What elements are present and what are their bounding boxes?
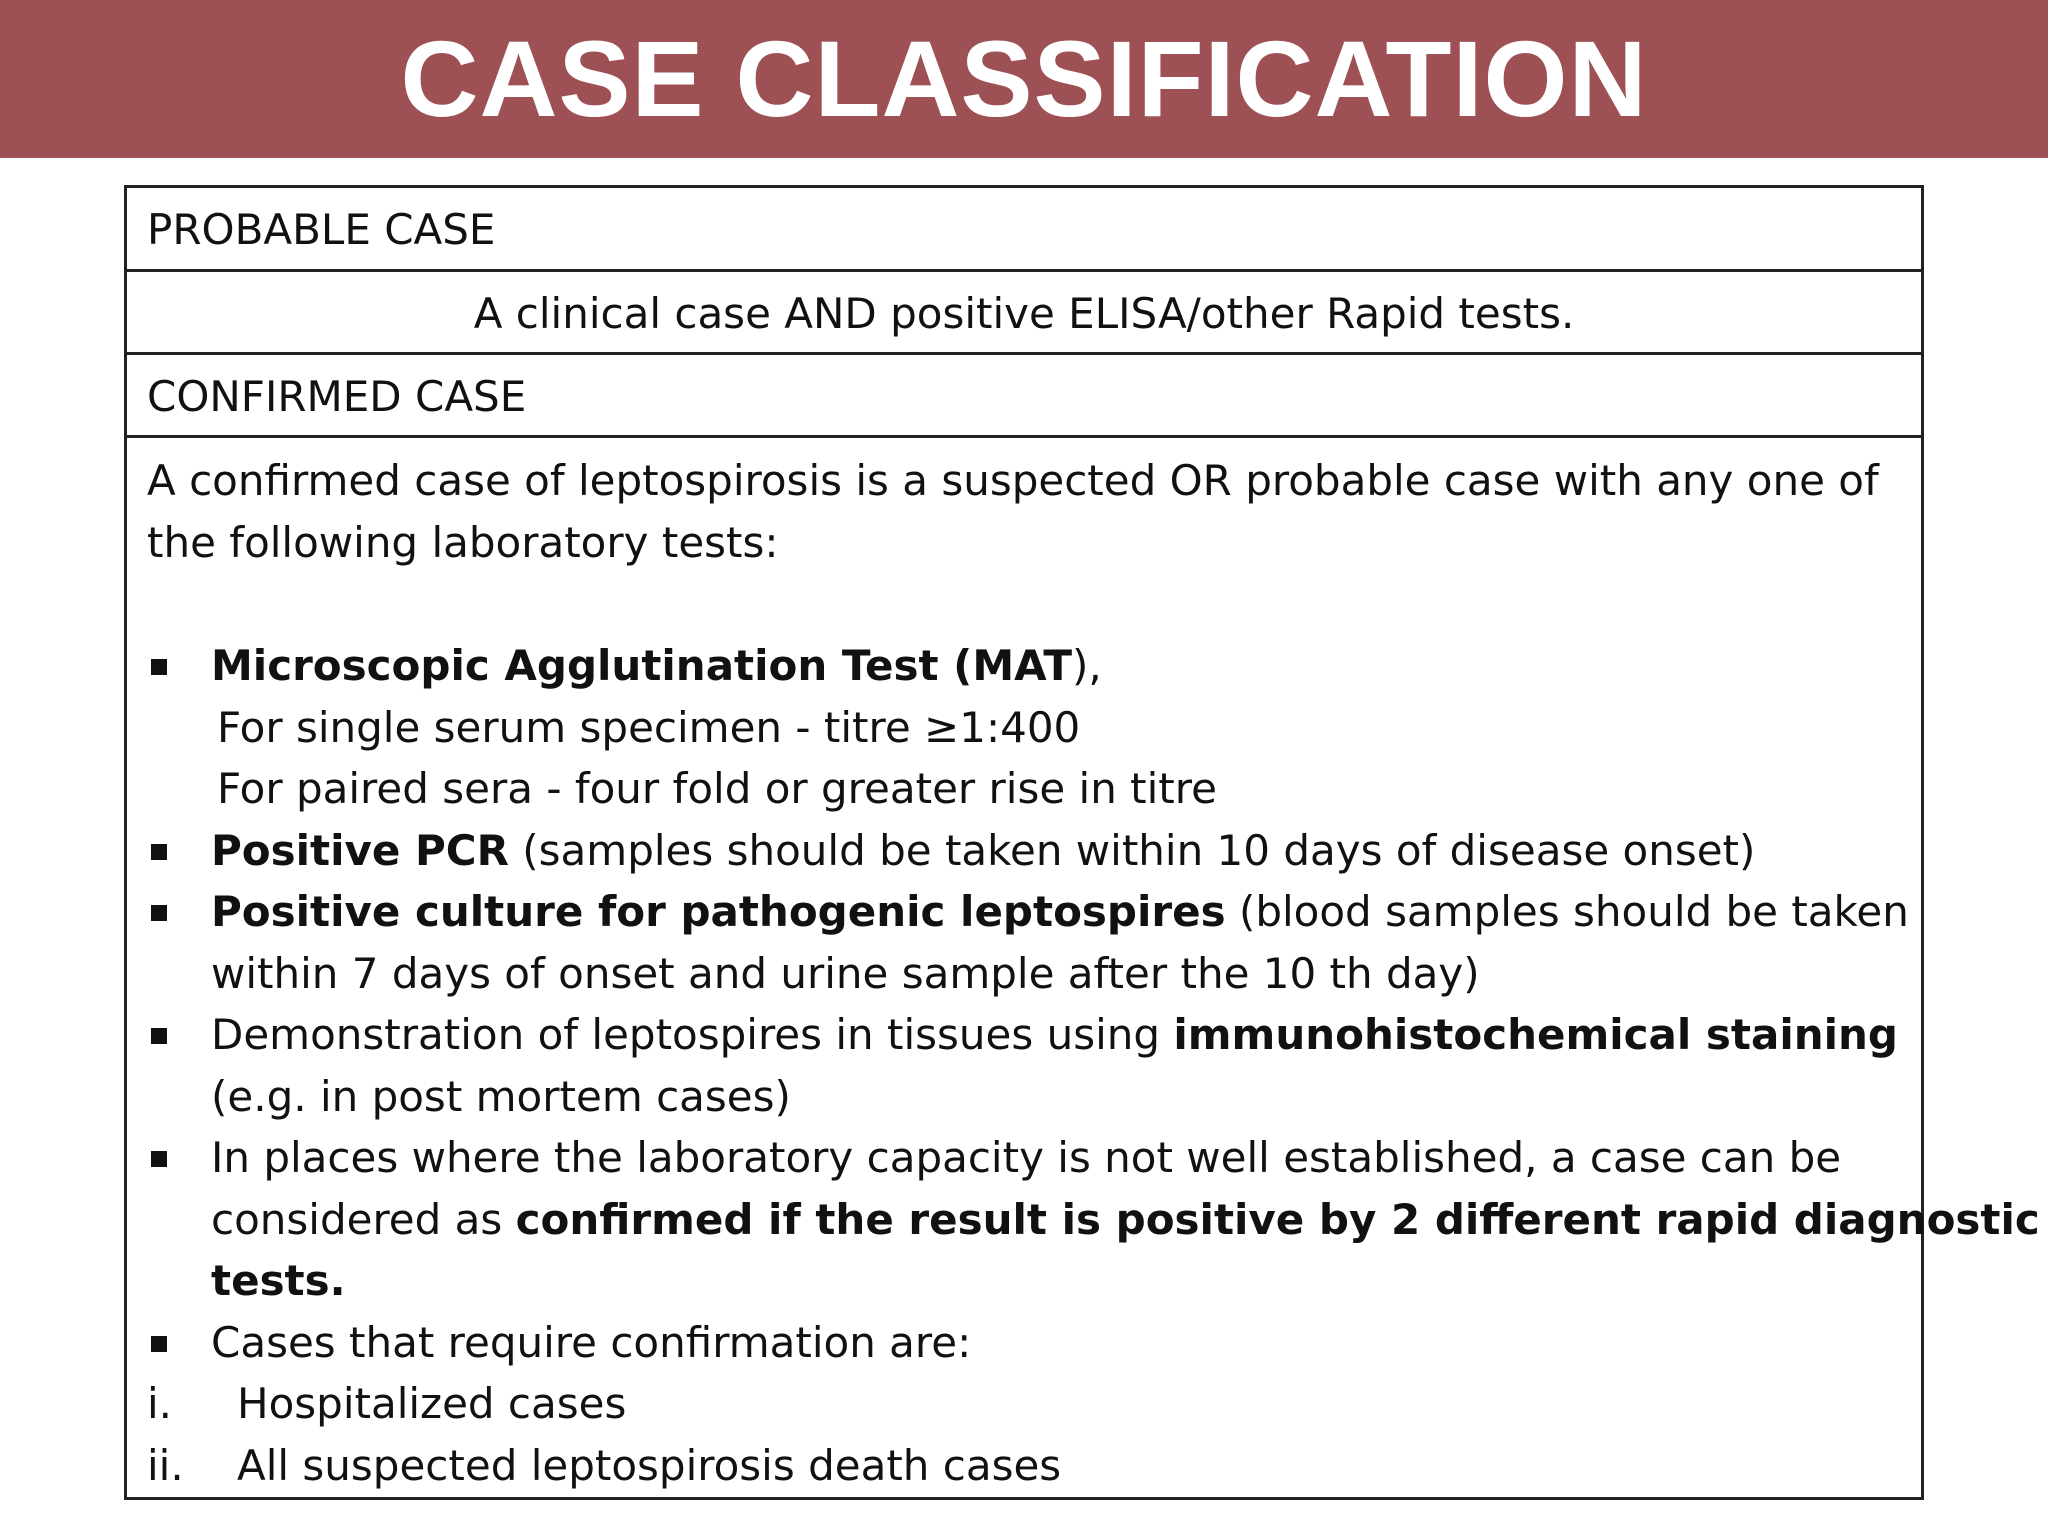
culture-rest-text: (blood samples should be taken xyxy=(1225,887,1909,936)
roman-numeral: ii. xyxy=(147,1440,184,1490)
mat-sub-paired-sera: For paired sera - four fold or greater rise in titre xyxy=(217,764,1217,813)
list-item-pcr xyxy=(147,820,1901,882)
rdt-bold-3: tests. xyxy=(211,1256,346,1305)
list-item-culture-cont xyxy=(147,943,1901,1005)
list-item-culture xyxy=(147,881,1909,943)
probable-case-header: PROBABLE CASE xyxy=(147,205,496,254)
roman-numeral: i. xyxy=(147,1379,173,1428)
rdt-bold-2: confirmed if the result is positive by 2 different rapid diagnostic xyxy=(515,1194,2040,1244)
confirmed-case-header: CONFIRMED CASE xyxy=(147,372,527,421)
confirmed-case-content xyxy=(147,450,2040,1496)
probable-case-header-row xyxy=(127,188,1921,272)
roman-item-death-cases xyxy=(147,1435,1901,1497)
square-bullet-icon xyxy=(151,1028,167,1044)
square-bullet-icon xyxy=(151,659,167,675)
classification-table xyxy=(124,185,2040,1500)
roman-text: Hospitalized cases xyxy=(237,1379,627,1428)
culture-bold-text: Positive culture for pathogenic leptospires xyxy=(211,887,1226,936)
list-item-rdt-cont-2 xyxy=(147,1250,1901,1312)
list-item-rdt-cont-1 xyxy=(147,1189,2040,1251)
pcr-bold-text: Positive PCR xyxy=(211,825,509,875)
square-bullet-icon xyxy=(151,905,167,921)
ihc-pre-text: Demonstration of leptospires in tissues using xyxy=(211,1010,1174,1059)
ihc-line-2: (e.g. in post mortem cases) xyxy=(211,1071,791,1121)
ihc-bold-text: immunohistochemical staining xyxy=(1173,1010,1898,1059)
list-item-mat xyxy=(147,635,1901,697)
list-item-rdt xyxy=(147,1127,1901,1189)
roman-item-hospitalized xyxy=(147,1373,1901,1435)
mat-sub-single-serum: For single serum specimen - titre ≥1:400 xyxy=(217,702,1081,752)
square-bullet-icon xyxy=(151,1336,167,1352)
confirmed-case-header-row xyxy=(127,355,1921,438)
list-item-ihc xyxy=(147,1004,1901,1066)
mat-bold-text: Microscopic Agglutination Test (MAT xyxy=(211,641,1073,690)
require-text: Cases that require confirmation are: xyxy=(211,1317,972,1367)
confirmed-case-body-row xyxy=(127,438,2040,1497)
culture-line-2: within 7 days of onset and urine sample after the 10 th day) xyxy=(211,948,1480,998)
confirmed-intro-line-2: the following laboratory tests: xyxy=(147,517,779,567)
probable-case-definition: A clinical case AND positive ELISA/other Rapid tests. xyxy=(473,289,1575,338)
list-item-ihc-cont xyxy=(147,1066,1901,1128)
roman-text: All suspected leptospirosis death cases xyxy=(237,1440,1062,1490)
lab-tests-list xyxy=(147,635,2040,1496)
rdt-pre-2: considered as xyxy=(211,1194,516,1244)
pcr-rest-text: (samples should be taken within 10 days of disease onset) xyxy=(508,825,1756,875)
list-item-require xyxy=(147,1312,1901,1374)
page-title: CASE CLASSIFICATION xyxy=(400,18,1648,139)
square-bullet-icon xyxy=(151,1151,167,1167)
square-bullet-icon xyxy=(151,844,167,860)
rdt-line-1: In places where the laboratory capacity is not well established, a case can be xyxy=(211,1133,1842,1182)
probable-case-body-row xyxy=(127,272,1921,355)
confirmed-intro-line-1: A confirmed case of leptospirosis is a suspected OR probable case with any one of xyxy=(147,456,1879,505)
mat-rest-text: ), xyxy=(1072,641,1102,690)
